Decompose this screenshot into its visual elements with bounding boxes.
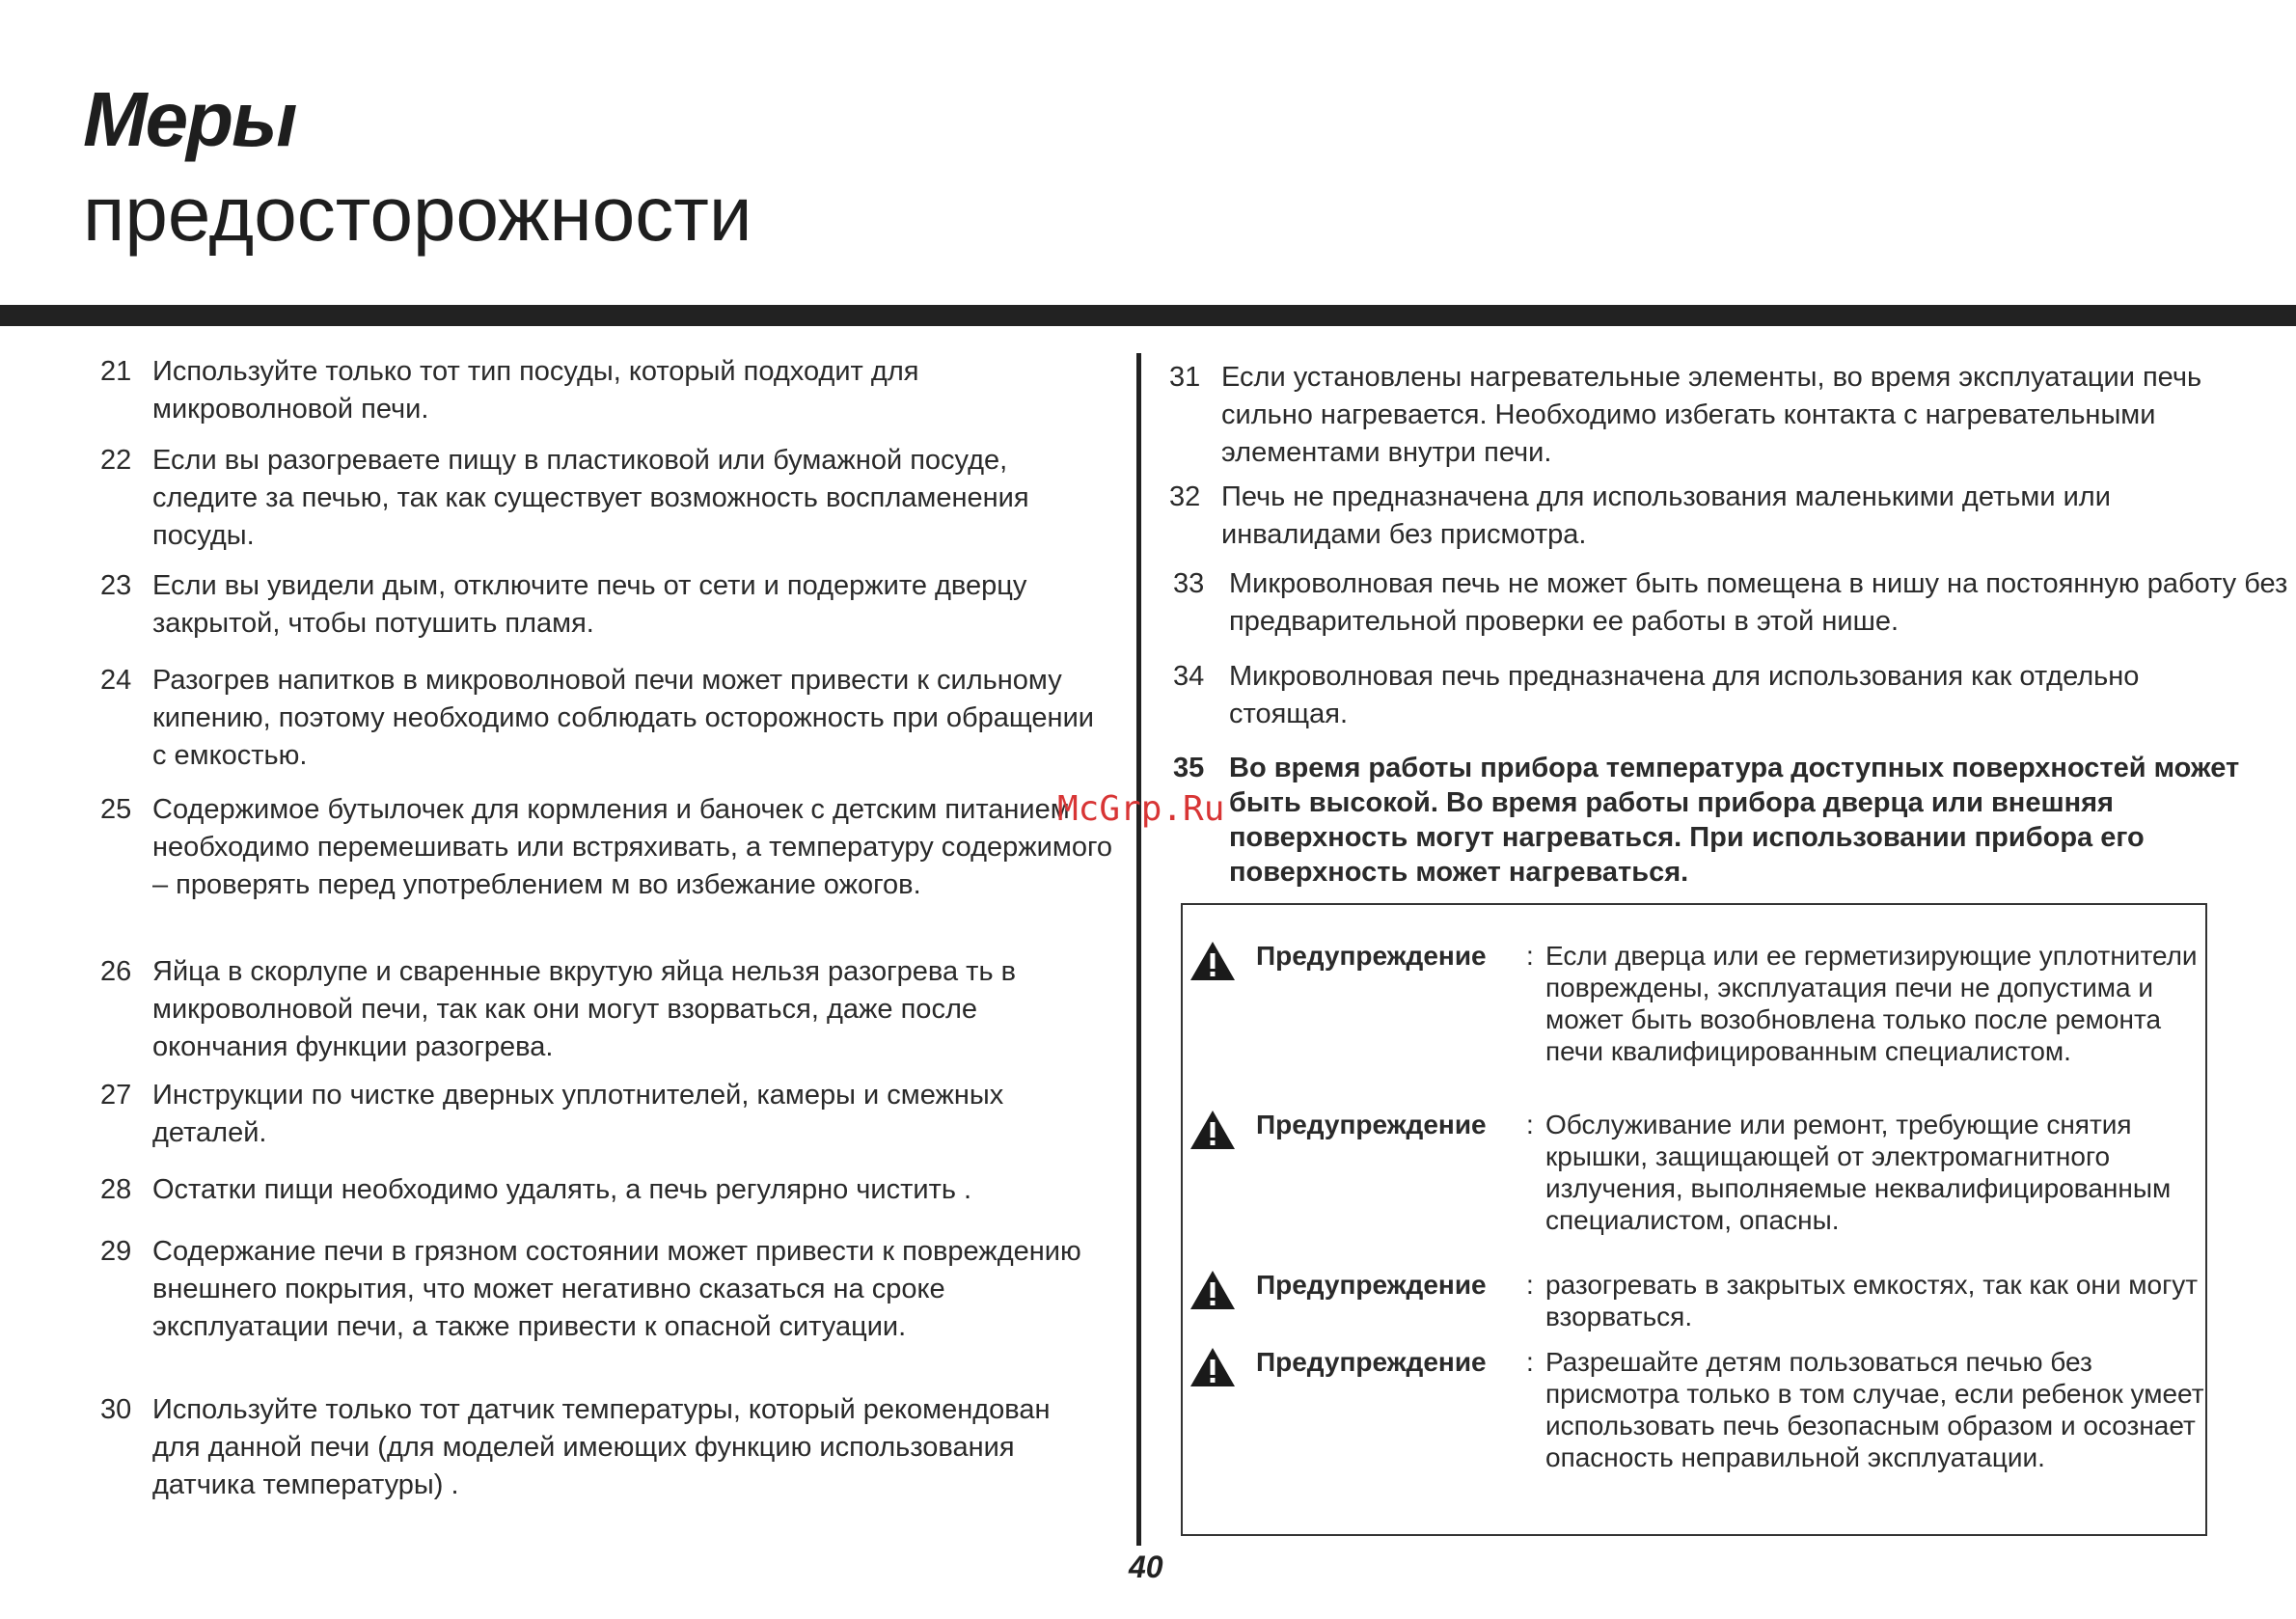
item-number: 23 xyxy=(100,570,132,601)
list-item-30 xyxy=(100,1391,1098,1504)
item-text: Используйте только тот тип посуды, который подходит для микроволновой печи. xyxy=(152,356,919,425)
list-item-23 xyxy=(100,567,1098,643)
page-title-line1: Меры xyxy=(83,76,296,162)
warning-label: Предупреждение xyxy=(1256,941,1487,971)
warning-colon: : xyxy=(1526,941,1534,971)
item-text: Если установлены нагревательные элементы, во время эксплуатации печь сильно нагревается. Необходимо избегать контакта с нагревательными элементами внутри печи. xyxy=(1221,362,2202,468)
warning-colon: : xyxy=(1526,1110,1534,1139)
list-item-25 xyxy=(100,791,1117,904)
list-item-33 xyxy=(1173,565,2296,641)
warning-label: Предупреждение xyxy=(1256,1347,1487,1377)
item-number: 33 xyxy=(1173,568,1205,599)
warning-colon: : xyxy=(1526,1347,1534,1377)
warning-text: Обслуживание или ремонт, требующие снятия крышки, защищающей от электромагнитного излучения, выполняемые неквалифицированным специалистом, опасны. xyxy=(1545,1110,2172,1235)
column-divider xyxy=(1136,353,1141,1546)
item-text: Микроволновая печь не может быть помещена в нишу на постоянную работу без предварительной проверки ее работы в этой нише. xyxy=(1229,568,2288,637)
warning-text: Если дверца или ее герметизирующие уплотнители повреждены, эксплуатация печи не допустима и может быть возобновлена только после ремонта печи квалифицированным специалистом. xyxy=(1545,941,2198,1066)
list-item-35 xyxy=(1173,751,2252,890)
item-text: Яйца в скорлупе и сваренные вкрутую яйца нельзя разогрева ть в микроволновой печи, так как они могут взорваться, даже после окончания функции разогрева. xyxy=(152,956,1017,1062)
item-number: 31 xyxy=(1169,362,1201,393)
list-item-24 xyxy=(100,662,1098,775)
warning-triangle-icon xyxy=(1189,1269,1237,1311)
item-number: 25 xyxy=(100,794,132,825)
list-item-34 xyxy=(1173,658,2252,733)
item-number: 29 xyxy=(100,1236,132,1267)
item-number: 24 xyxy=(100,665,132,696)
header-bar xyxy=(0,305,2296,326)
list-item-21 xyxy=(100,353,1098,428)
warning-text: разогревать в закрытых емкостях, так как они могут взорваться. xyxy=(1545,1270,2199,1331)
page-title-line2: предосторожности xyxy=(83,171,752,257)
list-item-29 xyxy=(100,1233,1098,1346)
page-number: 40 xyxy=(1129,1550,1163,1584)
item-text: Содержимое бутылочек для кормления и баночек с детским питанием необходимо перемешивать или встряхивать, а температуру содержимого – проверять перед употреблением м во избежание ожогов. xyxy=(152,794,1113,900)
item-text: Остатки пищи необходимо удалять, а печь регулярно чистить . xyxy=(152,1174,972,1205)
item-number: 26 xyxy=(100,956,132,987)
item-text: Используйте только тот датчик температуры, который рекомендован для данной печи (для моделей имеющих функцию использования датчика температуры) . xyxy=(152,1394,1051,1500)
item-number: 35 xyxy=(1173,753,1205,783)
warning-label: Предупреждение xyxy=(1256,1110,1487,1139)
item-text: Если вы увидели дым, отключите печь от сети и подержите дверцу закрытой, чтобы потушить пламя. xyxy=(152,570,1027,639)
list-item-26 xyxy=(100,953,1117,1066)
warning-triangle-icon xyxy=(1189,940,1237,982)
item-text: Содержание печи в грязном состоянии может привести к повреждению внешнего покрытия, что может негативно сказаться на сроке эксплуатации печи, а также привести к опасной ситуации. xyxy=(152,1236,1081,1342)
warning-triangle-icon xyxy=(1189,1109,1237,1151)
list-item-32 xyxy=(1169,479,2263,554)
list-item-28 xyxy=(100,1171,1117,1209)
item-text: Во время работы прибора температура доступных поверхностей может быть высокой. Во время работы прибора дверца или внешняя поверхность могут нагреваться. При использовании прибора его поверхность может нагреваться. xyxy=(1229,753,2240,888)
item-text: Разогрев напитков в микроволновой печи может привести к сильному кипению, поэтому необходимо соблюдать осторожность при обращении с емкостью. xyxy=(152,665,1094,771)
item-number: 32 xyxy=(1169,481,1201,512)
item-text: Печь не предназначена для использования маленькими детьми или инвалидами без присмотра. xyxy=(1221,481,2111,550)
list-item-31 xyxy=(1169,359,2263,472)
list-item-27 xyxy=(100,1077,1098,1152)
warning-colon: : xyxy=(1526,1270,1534,1300)
item-number: 30 xyxy=(100,1394,132,1425)
item-number: 34 xyxy=(1173,661,1205,692)
warning-triangle-icon xyxy=(1189,1346,1237,1388)
list-item-22 xyxy=(100,442,1098,555)
item-number: 27 xyxy=(100,1080,132,1111)
watermark-text: McGrp.Ru xyxy=(1057,789,1225,829)
item-text: Если вы разогреваете пищу в пластиковой или бумажной посуде, следите за печью, так как существует возможность воспламенения посуды. xyxy=(152,445,1029,551)
item-number: 21 xyxy=(100,356,132,387)
item-number: 22 xyxy=(100,445,132,476)
warning-text: Разрешайте детям пользоваться печью без присмотра только в том случае, если ребенок умеет использовать печь безопасным образом и осознает опасность неправильной эксплуатации. xyxy=(1545,1347,2204,1472)
warning-label: Предупреждение xyxy=(1256,1270,1487,1300)
item-text: Инструкции по чистке дверных уплотнителей, камеры и смежных деталей. xyxy=(152,1080,1004,1148)
item-number: 28 xyxy=(100,1174,132,1205)
item-text: Микроволновая печь предназначена для использования как отдельно стоящая. xyxy=(1229,661,2140,729)
